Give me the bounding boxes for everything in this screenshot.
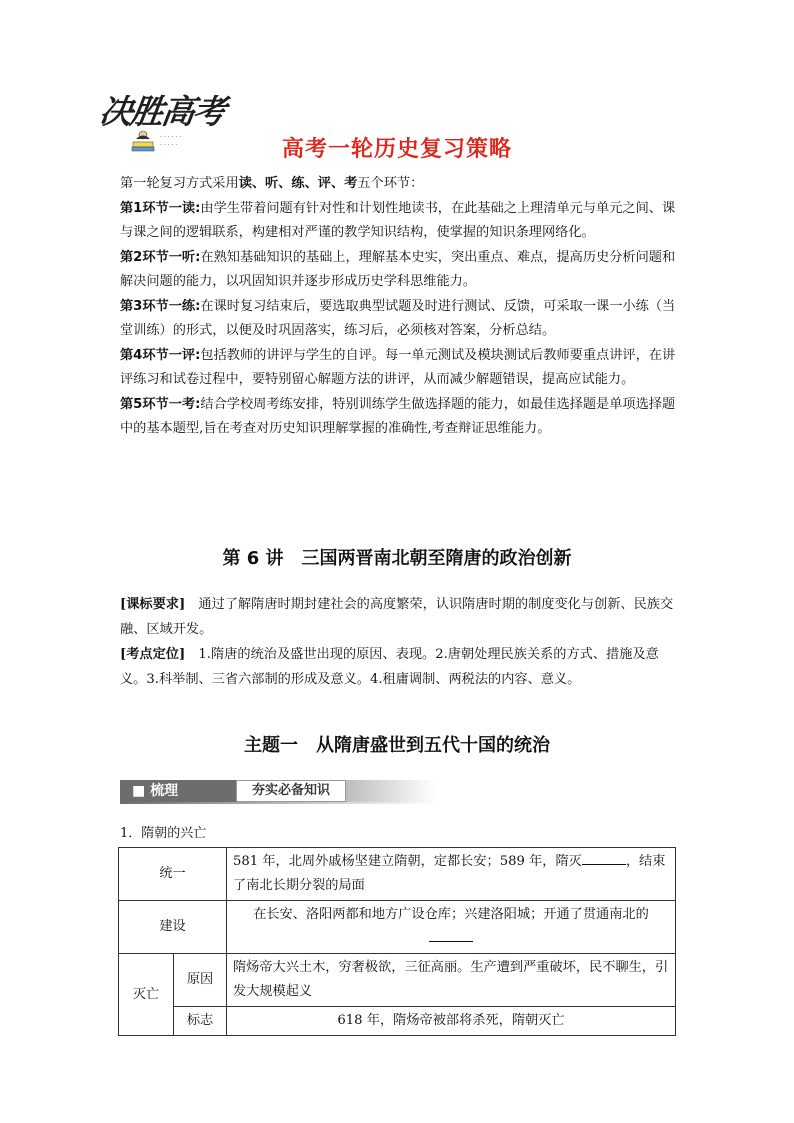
intro-text-b: 读、听、练、评、考 (238, 176, 358, 191)
step-label: 第3环节一练: (120, 298, 201, 314)
banner-underline (120, 802, 436, 804)
step-text: 在熟知基础知识的基础上，理解基本史实，突出重点、难点，提高历史分析问题和解决问题的能力，以巩固知识并逐步形成历史学科思维能力。 (120, 249, 676, 289)
row-label: 建设 (119, 901, 227, 954)
review-strategy-intro (120, 172, 676, 442)
table-cell (227, 901, 676, 954)
section-heading: 1．隋朝的兴亡 (120, 826, 207, 841)
step-item (120, 295, 676, 344)
page-title: 高考一轮历史复习策略 (281, 137, 512, 162)
step-item (120, 344, 676, 393)
exam-points-text: 1.隋唐的统治及盛世出现的原因、表现。2.唐朝处理民族关系的方式、措施及意义。3.科举制、三省六部制的形成及意义。4.租庸调制、两税法的内容、意义。 (120, 647, 659, 687)
table-row (119, 1007, 676, 1036)
topic-title: 主题一 从隋唐盛世到五代十国的统治 (244, 735, 550, 756)
logo-decoration: · · · · · · · · · · · (160, 134, 181, 149)
cell-text: 在长安、洛阳两都和地方广设仓库；兴建洛阳城；开通了贯通南北的 (253, 907, 649, 922)
row-label: 灭亡 (119, 954, 174, 1036)
table-row (119, 954, 676, 1007)
exam-points (120, 642, 676, 692)
banner-subtitle: 夯实必备知识 (236, 780, 346, 802)
step-text: 在课时复习结束后，要选取典型试题及时进行测试、反馈，可采取一课一小练（当堂训练）的形式，以便及时巩固落实，练习后，必须核对答案，分析总结。 (120, 298, 676, 338)
fill-in-blank[interactable] (582, 850, 626, 865)
table-cell: 618 年，隋炀帝被部将杀死，隋朝灭亡 (227, 1007, 676, 1036)
requirement-text: 通过了解隋唐时期封建社会的高度繁荣，认识隋唐时期的制度变化与创新、民族交融、区域开发。 (120, 597, 674, 637)
step-label: 第5环节一考: (120, 396, 201, 412)
fill-in-blank[interactable] (429, 927, 473, 942)
step-text: 结合学校周考练安排，特别训练学生做选择题的能力，如最佳选择题是单项选择题中的基本题型,旨在考查对历史知识理解掌握的准确性,考查辩证思维能力。 (120, 396, 676, 436)
step-text: 包括教师的讲评与学生的自评。每一单元测试及模块测试后教师要重点讲评，在讲评练习和试卷过程中，要特别留心解题方法的讲评，从而减少解题错误，提高应试能力。 (120, 347, 676, 387)
lesson-title: 第 6 讲 三国两晋南北朝至隋唐的政治创新 (222, 548, 572, 569)
requirements (120, 592, 676, 692)
table-cell: 隋炀帝大兴土木，穷奢极欲，三征高丽。生产遭到严重破坏，民不聊生，引发大规模起义 (227, 954, 676, 1007)
step-item (120, 246, 676, 295)
sub-label: 标志 (174, 1007, 227, 1036)
cell-text: 581 年，北周外戚杨坚建立隋朝，定都长安；589 年，隋灭 (233, 854, 582, 869)
step-item (120, 197, 676, 246)
intro-text-c: 五个环节： (357, 176, 424, 191)
step-label: 第2环节一听: (120, 249, 201, 265)
logo-text: 决胜高考 (96, 92, 227, 131)
exam-points-label: [考点定位] (120, 647, 186, 662)
table-row (119, 848, 676, 901)
sui-dynasty-table (118, 847, 676, 1036)
intro-text-a: 第一轮复习方式采用 (120, 176, 239, 191)
cell-text: ，结束了南北长期分裂的局面 (233, 854, 666, 893)
sub-label: 原因 (174, 954, 227, 1007)
banner-fade (346, 780, 436, 802)
step-text: 由学生带着问题有针对性和计划性地读书，在此基础之上理清单元与单元之间、课与课之间的逻辑联系，构建相对严谨的教学知识结构，使掌握的知识条理网络化。 (120, 200, 676, 240)
step-item (120, 393, 676, 442)
requirement-label: [课标要求] (120, 597, 186, 612)
step-label: 第4环节一评: (120, 347, 201, 363)
step-label: 第1环节一读: (120, 200, 201, 216)
curriculum-requirement (120, 592, 676, 642)
banner-left-text: 梳理 (150, 783, 179, 799)
intro-line (120, 172, 676, 197)
section-banner (120, 780, 436, 804)
banner-label: ■ 梳理 (120, 780, 236, 802)
row-label: 统一 (119, 848, 227, 901)
table-row (119, 901, 676, 954)
table-cell (227, 848, 676, 901)
